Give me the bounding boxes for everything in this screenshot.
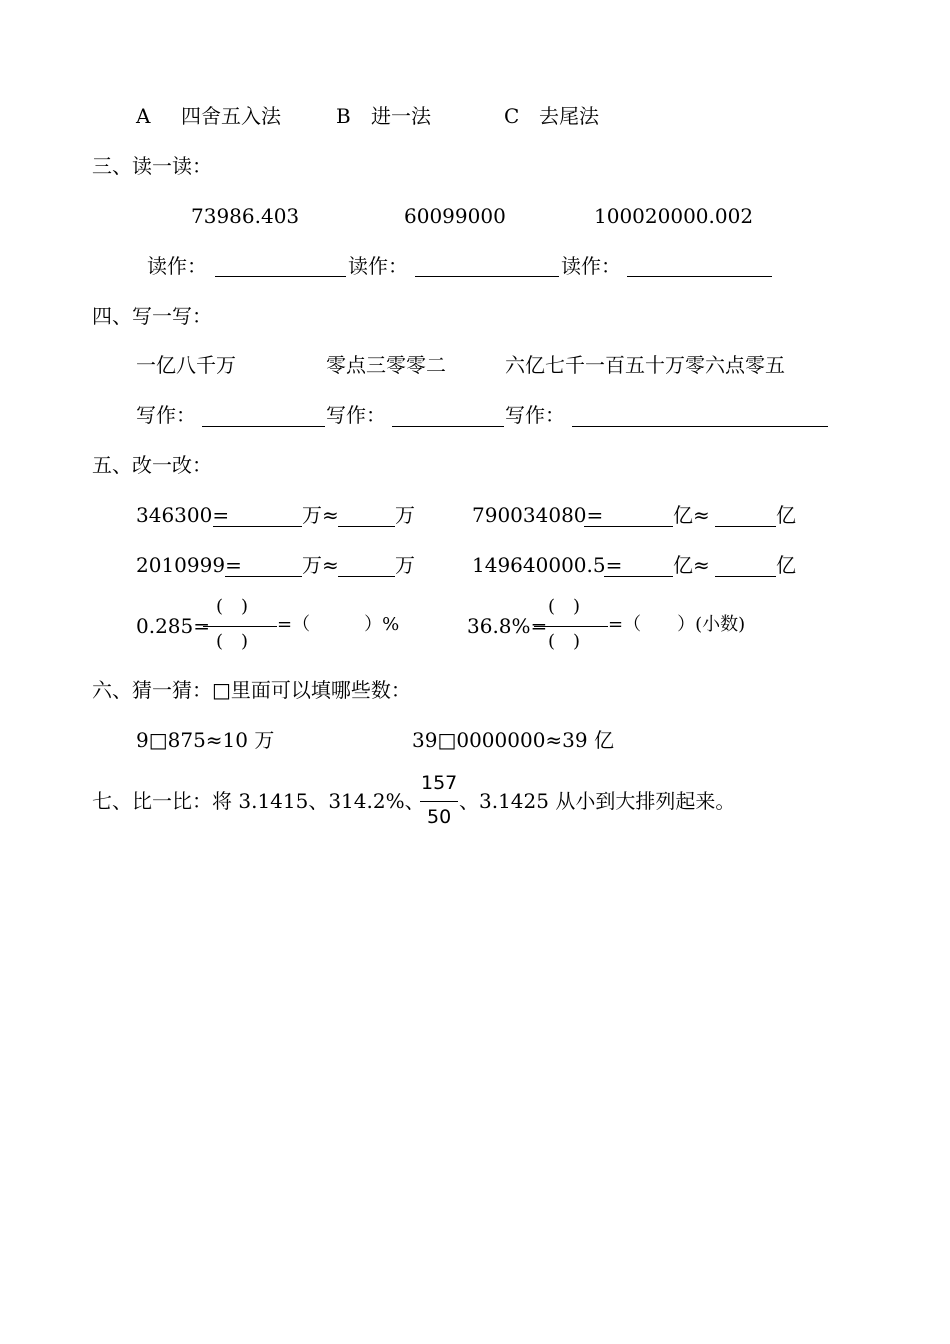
read-number-1: 73986.403 [191,204,300,228]
section4-title: 四、写一写： [92,304,212,328]
convert-3-number: 2010999= [136,553,242,577]
read-label-1: 读作： [147,254,207,278]
write-label-3: 写作： [505,403,565,427]
fraction-2-bar [534,626,608,627]
fraction-2-number: 36.8%= [467,614,548,638]
option-a-text: 四舍五入法 [181,104,281,128]
convert-4-blank-b[interactable] [715,576,776,577]
fraction-1-percent: =（ ）% [277,614,400,635]
convert-1-blank-b[interactable] [338,526,395,527]
convert-1-number: 346300= [136,503,230,527]
write-label-2: 写作： [326,403,386,427]
write-answer-blank-2[interactable] [392,426,504,427]
fraction-2-decimal: =（ ）(小数) [608,614,746,635]
convert-2-unit-b: 亿 [776,503,796,527]
convert-2-unit-a: 亿≈ [673,503,710,527]
convert-1-unit-a: 万≈ [302,503,339,527]
convert-2-blank-a[interactable] [584,526,673,527]
convert-3-blank-b[interactable] [338,576,395,577]
fraction-2-numerator[interactable]: ( ) [548,596,581,617]
section7-suffix: 、3.1425 从小到大排列起来。 [459,789,736,813]
convert-1-blank-a[interactable] [213,526,302,527]
section3-title: 三、读一读： [92,154,212,178]
fraction-1-numerator[interactable]: ( ) [216,596,249,617]
fraction-2-denominator[interactable]: ( ) [548,631,581,652]
section6-title: 六、猜一猜：□里面可以填哪些数： [92,678,411,702]
option-b-letter: B [336,104,351,128]
option-a-letter: A [136,104,151,128]
guess-question-1: 9□875≈10 万 [136,728,275,752]
write-item-1: 一亿八千万 [136,353,236,377]
convert-3-blank-a[interactable] [225,576,302,577]
read-label-3: 读作： [561,254,621,278]
write-item-2: 零点三零零二 [326,353,446,377]
write-answer-blank-1[interactable] [202,426,325,427]
section7-prefix: 七、比一比：将 3.1415、314.2%、 [92,789,425,813]
read-number-3: 100020000.002 [594,204,754,228]
section7-frac-bar [420,801,458,802]
convert-3-unit-b: 万 [395,553,415,577]
guess-question-2: 39□0000000≈39 亿 [412,728,614,752]
convert-1-unit-b: 万 [395,503,415,527]
convert-4-unit-a: 亿≈ [673,553,710,577]
read-answer-blank-3[interactable] [627,276,772,277]
fraction-1-number: 0.285= [136,614,211,638]
convert-4-number: 149640000.5= [472,553,623,577]
section7-frac-numerator: 157 [421,772,458,794]
option-c-letter: C [504,104,520,128]
convert-3-unit-a: 万≈ [302,553,339,577]
write-answer-blank-3[interactable] [572,426,828,427]
section5-title: 五、改一改： [92,453,212,477]
write-item-3: 六亿七千一百五十万零六点零五 [505,353,785,377]
option-b-text: 进一法 [371,104,431,128]
write-label-1: 写作： [136,403,196,427]
convert-2-blank-b[interactable] [715,526,776,527]
convert-4-unit-b: 亿 [776,553,796,577]
read-number-2: 60099000 [404,204,506,228]
fraction-1-bar [203,626,277,627]
convert-2-number: 790034080= [472,503,604,527]
convert-4-blank-a[interactable] [604,576,673,577]
section7-frac-denominator: 50 [427,806,452,828]
read-answer-blank-2[interactable] [415,276,559,277]
read-label-2: 读作： [348,254,408,278]
fraction-1-denominator[interactable]: ( ) [216,631,249,652]
read-answer-blank-1[interactable] [215,276,346,277]
option-c-text: 去尾法 [539,104,599,128]
